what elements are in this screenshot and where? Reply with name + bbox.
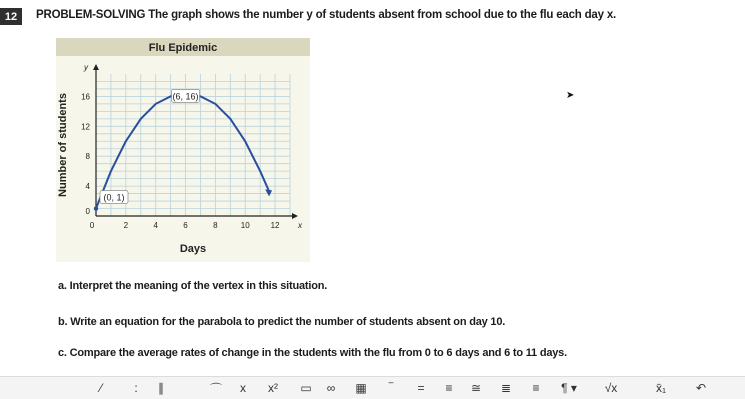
x-axis-label: Days bbox=[179, 243, 207, 255]
x-tick-label: 12 bbox=[270, 221, 280, 230]
y-tick-label: 4 bbox=[85, 182, 90, 192]
y-tick-label: 0 bbox=[85, 207, 90, 216]
chart-title: Flu Epidemic bbox=[148, 42, 218, 54]
equiv-tool[interactable]: ≣ bbox=[500, 381, 512, 395]
chart-background bbox=[56, 56, 310, 262]
fraction-tool[interactable]: ⁄ bbox=[99, 381, 102, 395]
x-tick-label: 4 bbox=[153, 221, 158, 230]
y-axis-label: Number of students bbox=[57, 93, 69, 197]
triple-bar-tool[interactable]: ≡ bbox=[445, 381, 453, 395]
y-tick-label: 12 bbox=[81, 122, 90, 132]
sqrt-tool[interactable]: √x bbox=[604, 381, 618, 395]
x-axis-letter: x bbox=[298, 221, 302, 230]
congruent-tool[interactable]: ≅ bbox=[470, 381, 482, 395]
x-tick-label: 0 bbox=[89, 221, 95, 230]
paragraph-tool[interactable]: ¶ ▾ bbox=[561, 381, 577, 395]
part-a-text: a. Interpret the meaning of the vertex in this situation. bbox=[58, 280, 328, 292]
infinity-tool[interactable]: ∞ bbox=[326, 381, 336, 395]
x-tool[interactable]: x bbox=[240, 381, 246, 395]
equation-toolbar bbox=[0, 376, 745, 399]
x-tick-label: 8 bbox=[213, 221, 218, 230]
undo-tool[interactable]: ↶ bbox=[695, 381, 707, 395]
flu-epidemic-chart bbox=[56, 38, 310, 262]
x-tick-label: 2 bbox=[123, 221, 129, 230]
parallel-tool[interactable]: ∥ bbox=[158, 381, 164, 395]
matrix-tool[interactable]: ▦ bbox=[355, 381, 367, 395]
part-b-text: b. Write an equation for the parabola to predict the number of students absent on day 10. bbox=[58, 316, 506, 328]
chart-svg bbox=[56, 38, 310, 262]
y-tick-label: 16 bbox=[81, 92, 90, 102]
arc-tool[interactable]: ⌒ bbox=[209, 381, 222, 396]
double-bar-tool[interactable]: = bbox=[417, 381, 425, 395]
list-tool[interactable]: ≡ bbox=[532, 381, 540, 395]
y-tick-label: 8 bbox=[85, 152, 90, 162]
x-tick-label: 10 bbox=[240, 221, 250, 230]
subscript-tool[interactable]: x̄₁ bbox=[655, 381, 667, 395]
square-tool[interactable]: x² bbox=[268, 381, 278, 395]
annotation-label: (6, 16) bbox=[172, 91, 199, 102]
box-tool[interactable]: ▭ bbox=[300, 381, 312, 395]
question-number: 12 bbox=[0, 8, 22, 25]
bar-tool[interactable]: ‾ bbox=[389, 381, 393, 395]
y-axis-letter: y bbox=[84, 63, 88, 72]
x-tick-label: 6 bbox=[183, 221, 188, 230]
annotation-label: (0, 1) bbox=[103, 192, 125, 203]
arrow-cursor-icon: ➤ bbox=[566, 90, 575, 101]
question-prompt: PROBLEM-SOLVING The graph shows the number y of students absent from school due to the flu each day x. bbox=[36, 9, 617, 21]
colon-tool[interactable]: : bbox=[134, 381, 138, 395]
annotation-point bbox=[94, 206, 98, 210]
part-c-text: c. Compare the average rates of change in the students with the flu from 0 to 6 days and 6 to 11 days. bbox=[58, 347, 567, 359]
